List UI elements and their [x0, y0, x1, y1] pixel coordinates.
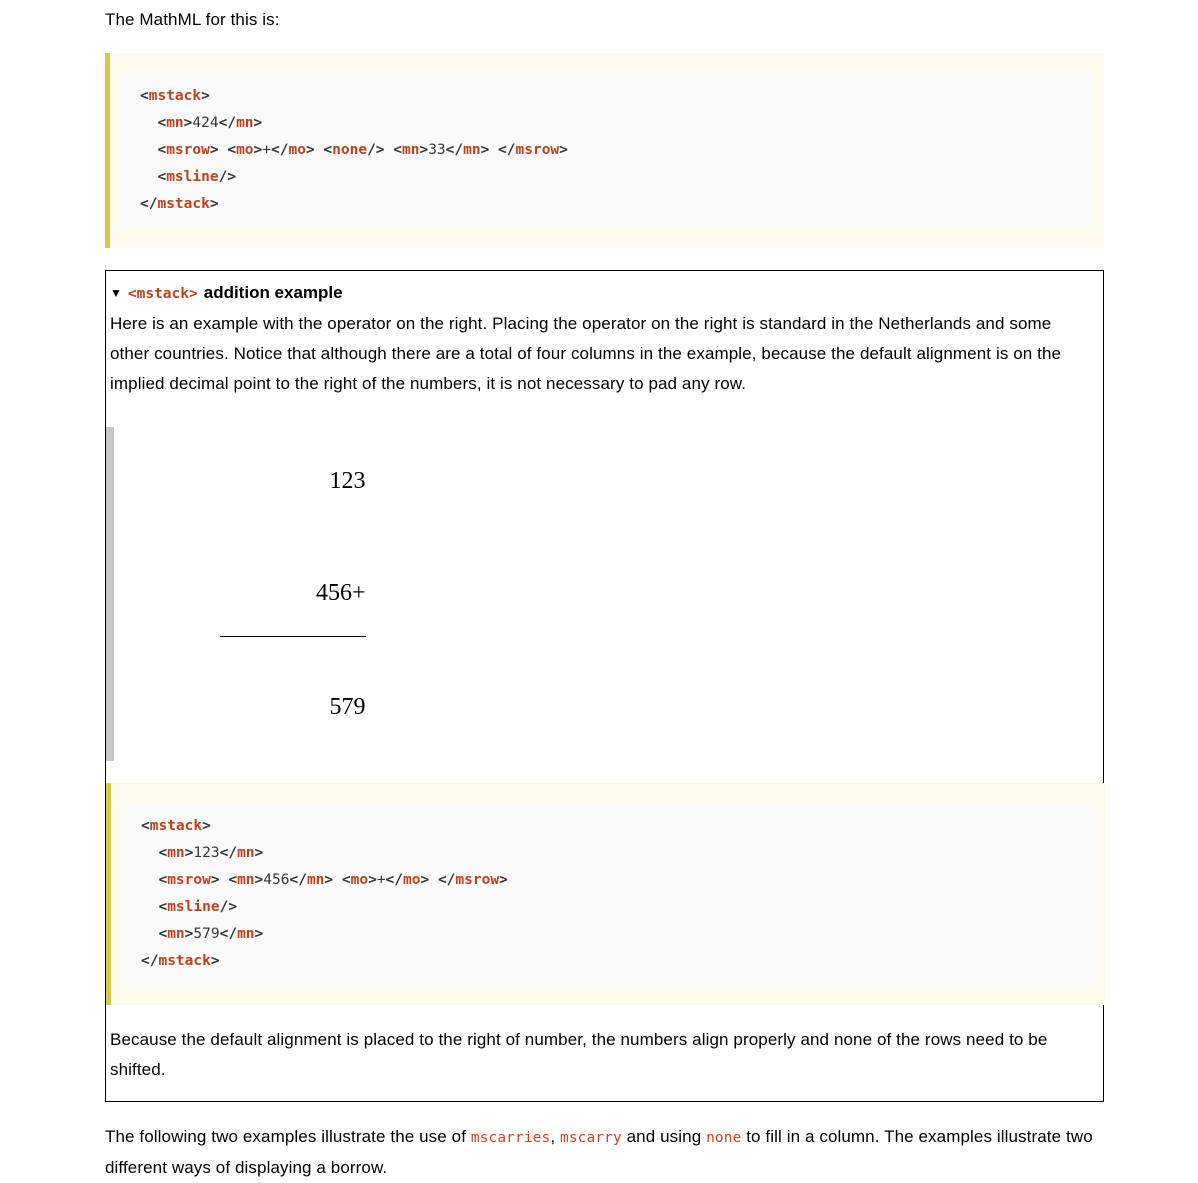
mathml-code-block-2 — [106, 783, 1105, 1005]
mstack-render — [136, 439, 366, 749]
summary-title: addition example — [203, 283, 343, 302]
mstack-row-1 — [136, 439, 366, 523]
details-paragraph-1: Here is an example with the operator on the right. Placing the operator on the right is standard in the Netherlands and some other countries. Notice that although there are a total of four columns in the example, because the default alignment is on the implied decimal point to the right of the numbers, it is not necessary to pad any row. — [110, 314, 1062, 393]
inline-code-none: none — [706, 1130, 742, 1146]
mstack-row-2-operator: + — [352, 580, 366, 606]
intro-paragraph: The MathML for this is: — [105, 10, 280, 29]
details-body — [106, 309, 1103, 1101]
mstack-row-2 — [136, 523, 366, 665]
mstack-row-2-digits: 456 — [316, 580, 352, 606]
code-content-1[interactable]: <mstack> <mn>424</mn> <msrow> <mo>+</mo> <none/> <mn>33</mn> </msrow> <msline/> </mstack> — [140, 88, 568, 212]
code-surface-2 — [121, 803, 1095, 985]
details-summary[interactable] — [106, 271, 1103, 309]
mstack-row-3-digits: 579 — [329, 694, 366, 720]
footer-text-1: The following two examples illustrate the use of — [105, 1127, 471, 1146]
mathml-code-block-1 — [105, 53, 1104, 248]
rendered-mstack-example — [106, 427, 1095, 761]
content-column — [105, 0, 1104, 1183]
mstack-addition-example-details[interactable] — [105, 270, 1104, 1102]
mstack-row-3 — [136, 665, 366, 749]
code-content-2[interactable]: <mstack> <mn>123</mn> <msrow> <mn>456</mn> <mo>+</mo> </msrow> <msline/> <mn>579</mn> </mstack> — [141, 818, 508, 969]
inline-code-mscarries: mscarries — [470, 1130, 551, 1146]
mstack-row-1-digits: 123 — [329, 468, 366, 494]
chevron-down-icon[interactable]: ▼ — [110, 286, 122, 300]
code-surface-1 — [120, 73, 1094, 228]
summary-code-label: <mstack> — [127, 286, 198, 302]
inline-code-mscarry: mscarry — [559, 1130, 622, 1146]
mstack-row-2-ruled — [220, 551, 366, 637]
footer-text-4: to fill in a column. The examples illustrate two different ways of displaying a borrow. — [105, 1127, 1093, 1177]
footer-text-2: , — [550, 1127, 560, 1146]
footer-paragraph — [105, 1122, 1104, 1183]
details-paragraph-2: Because the default alignment is placed to the right of number, the numbers align properly and none of the rows need to be shifted. — [110, 1030, 1048, 1079]
footer-text-3: and using — [621, 1127, 707, 1146]
